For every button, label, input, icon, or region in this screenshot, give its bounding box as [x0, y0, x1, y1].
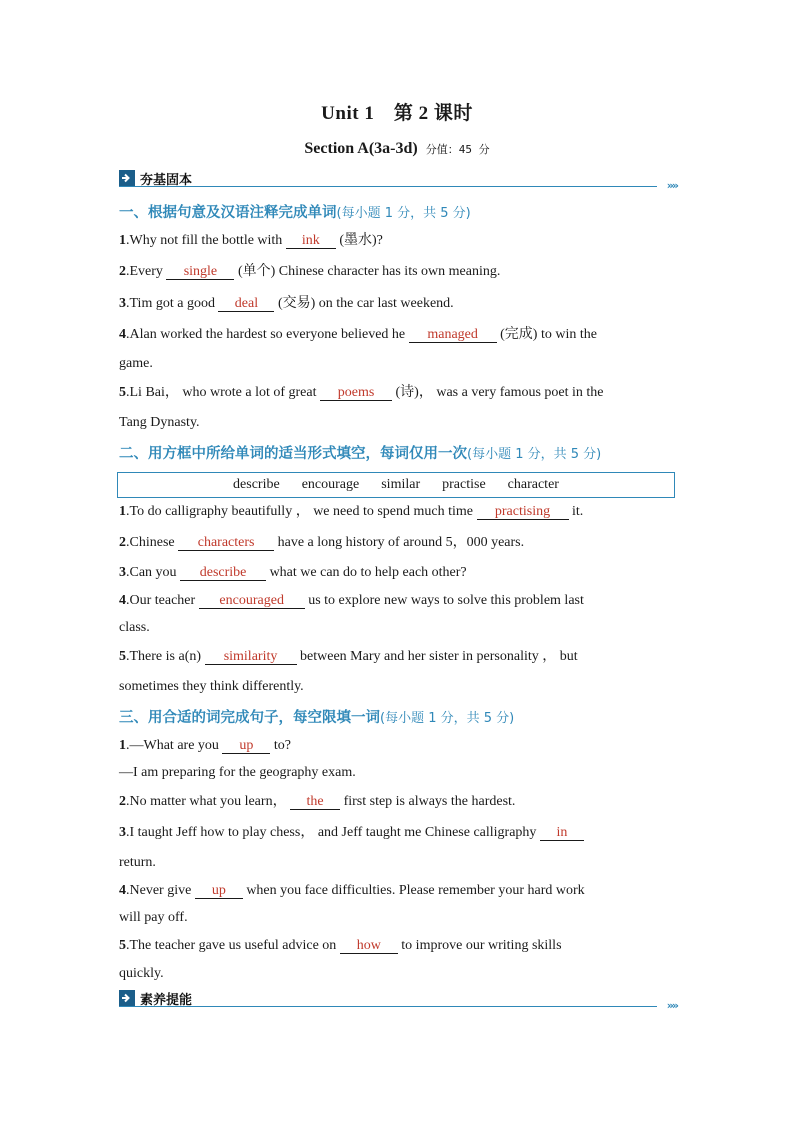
answer-text: characters [197, 535, 255, 550]
answer-blank [199, 593, 305, 609]
question-text: first step is always the hardest. [340, 794, 516, 809]
question-1-1 [119, 232, 679, 250]
question-1-5 [119, 384, 679, 402]
question-number: 2 [119, 264, 126, 279]
answer-text: single [183, 264, 218, 279]
answer-blank [180, 565, 266, 581]
question-2-4 [119, 592, 679, 610]
chevrons-icon: »» [666, 999, 677, 1012]
section-heading-2 [119, 442, 601, 463]
answer-blank [540, 825, 584, 841]
banner-label: 夯基固本 [140, 173, 193, 188]
question-1-3 [119, 295, 679, 313]
answer-text: similarity [223, 649, 278, 664]
answer-text: poems [337, 385, 375, 400]
arrow-icon [119, 170, 135, 186]
answer-blank [178, 535, 274, 551]
question-number: 3 [119, 296, 126, 311]
question-text: .To do calligraphy beautifully ， we need to spend much time [126, 504, 477, 519]
answer-blank [340, 938, 398, 954]
question-number: 5 [119, 385, 126, 400]
question-3-5 [119, 937, 679, 955]
word-option: practise [442, 477, 486, 492]
question-text: (交易) on the car last weekend. [274, 296, 454, 311]
question-number: 3 [119, 825, 126, 840]
question-text: .Chinese [126, 535, 179, 550]
answer-text: practising [494, 504, 551, 519]
question-1-5-continued: Tang Dynasty. [119, 415, 200, 430]
question-2-5 [119, 648, 679, 666]
question-number: 4 [119, 883, 126, 898]
answer-blank [166, 264, 234, 280]
question-text: (完成) to win the [496, 327, 597, 342]
question-number: 1 [119, 738, 126, 753]
banner-label: 素养提能 [140, 993, 193, 1008]
answer-text: managed [427, 327, 478, 342]
answer-blank [205, 649, 297, 665]
answer-blank [195, 883, 243, 899]
banner-basic [119, 170, 677, 192]
question-1-4-continued: game. [119, 356, 153, 371]
heading-text: 一、根据句意及汉语注释完成单词 [119, 205, 337, 221]
word-option: encourage [301, 477, 360, 492]
question-text: what we can do to help each other? [266, 565, 467, 580]
question-text: (诗)， was a very famous poet in the [392, 385, 604, 400]
question-text: us to explore new ways to solve this problem last [304, 593, 584, 608]
answer-text: the [306, 794, 324, 809]
question-number: 4 [119, 327, 126, 342]
answer-blank [218, 296, 274, 312]
word-option: similar [381, 477, 421, 492]
question-text: (单个) Chinese character has its own meaning. [234, 264, 501, 279]
question-2-2 [119, 534, 679, 552]
heading-text: 三、用合适的词完成句子，每空限填一词 [119, 710, 380, 726]
question-number: 4 [119, 593, 126, 608]
question-text: .Never give [126, 883, 195, 898]
heading-note: (每小题 1 分，共 5 分) [467, 447, 602, 462]
section-heading-3 [119, 706, 514, 727]
answer-text: ink [301, 233, 320, 248]
word-box [117, 472, 675, 498]
arrow-icon [119, 990, 135, 1006]
question-text: .No matter what you learn， [126, 794, 291, 809]
question-3-4 [119, 882, 679, 900]
answer-blank [409, 327, 497, 343]
chevrons-icon: »» [666, 179, 677, 192]
question-text: .Our teacher [126, 593, 199, 608]
question-number: 3 [119, 565, 126, 580]
answer-blank [222, 738, 270, 754]
question-text: .Li Bai， who wrote a lot of great [126, 385, 321, 400]
question-text: .I taught Jeff how to play chess， and Jeff taught me Chinese calligraphy [126, 825, 540, 840]
question-text: have a long history of around 5，000 years. [274, 535, 525, 550]
answer-blank [320, 385, 392, 401]
question-3-3 [119, 824, 679, 842]
divider [119, 186, 657, 187]
answer-text: deal [234, 296, 259, 311]
question-3-4-continued: will pay off. [119, 910, 188, 925]
question-3-3-continued: return. [119, 855, 156, 870]
answer-blank [477, 504, 569, 520]
question-text: (墨水)? [335, 233, 383, 248]
answer-blank [286, 233, 336, 249]
heading-note: (每小题 1 分，共 5 分) [336, 206, 471, 221]
section-heading-1 [119, 201, 471, 222]
page-subtitle [0, 140, 794, 158]
word-option: describe [233, 477, 280, 492]
question-2-3 [119, 564, 679, 582]
answer-text: encouraged [219, 593, 284, 608]
answer-text: up [211, 883, 226, 898]
question-2-4-continued: class. [119, 620, 150, 635]
question-text: .Can you [126, 565, 181, 580]
question-number: 5 [119, 938, 126, 953]
question-text: .—What are you [126, 738, 223, 753]
page-title: Unit 1 第 2 课时 [321, 103, 473, 124]
question-text: to? [270, 738, 292, 753]
question-number: 5 [119, 649, 126, 664]
question-text: .Alan worked the hardest so everyone believed he [126, 327, 409, 342]
question-number: 1 [119, 504, 126, 519]
question-text: .Tim got a good [126, 296, 219, 311]
question-number: 2 [119, 535, 126, 550]
question-text: .There is a(n) [126, 649, 205, 664]
question-3-5-continued: quickly. [119, 966, 164, 981]
heading-note: (每小题 1 分，共 5 分) [380, 711, 515, 726]
question-3-2 [119, 793, 679, 811]
question-text: it. [568, 504, 584, 519]
question-3-1 [119, 737, 679, 755]
word-option: character [507, 477, 559, 492]
banner-advanced [119, 990, 677, 1012]
divider [119, 1006, 657, 1007]
question-number: 2 [119, 794, 126, 809]
question-text: .Every [126, 264, 167, 279]
score-label: 分值：45 分 [425, 143, 490, 156]
answer-blank [290, 794, 340, 810]
answer-text: describe [199, 565, 247, 580]
question-2-5-continued: sometimes they think differently. [119, 679, 304, 694]
question-text: to improve our writing skills [397, 938, 562, 953]
question-1-2 [119, 263, 679, 281]
question-text: when you face difficulties. Please remember your hard work [242, 883, 585, 898]
question-text: between Mary and her sister in personality ， but [296, 649, 578, 664]
question-1-4 [119, 326, 679, 344]
question-text: .The teacher gave us useful advice on [126, 938, 340, 953]
question-3-1-reply: —I am preparing for the geography exam. [119, 765, 356, 780]
answer-text: in [556, 825, 568, 840]
answer-text: how [356, 938, 381, 953]
question-number: 1 [119, 233, 126, 248]
answer-text: up [239, 738, 254, 753]
heading-text: 二、用方框中所给单词的适当形式填空，每词仅用一次 [119, 446, 467, 462]
section-label: Section A(3a-3d) [304, 140, 418, 157]
question-2-1 [119, 503, 679, 521]
question-text: .Why not fill the bottle with [126, 233, 286, 248]
